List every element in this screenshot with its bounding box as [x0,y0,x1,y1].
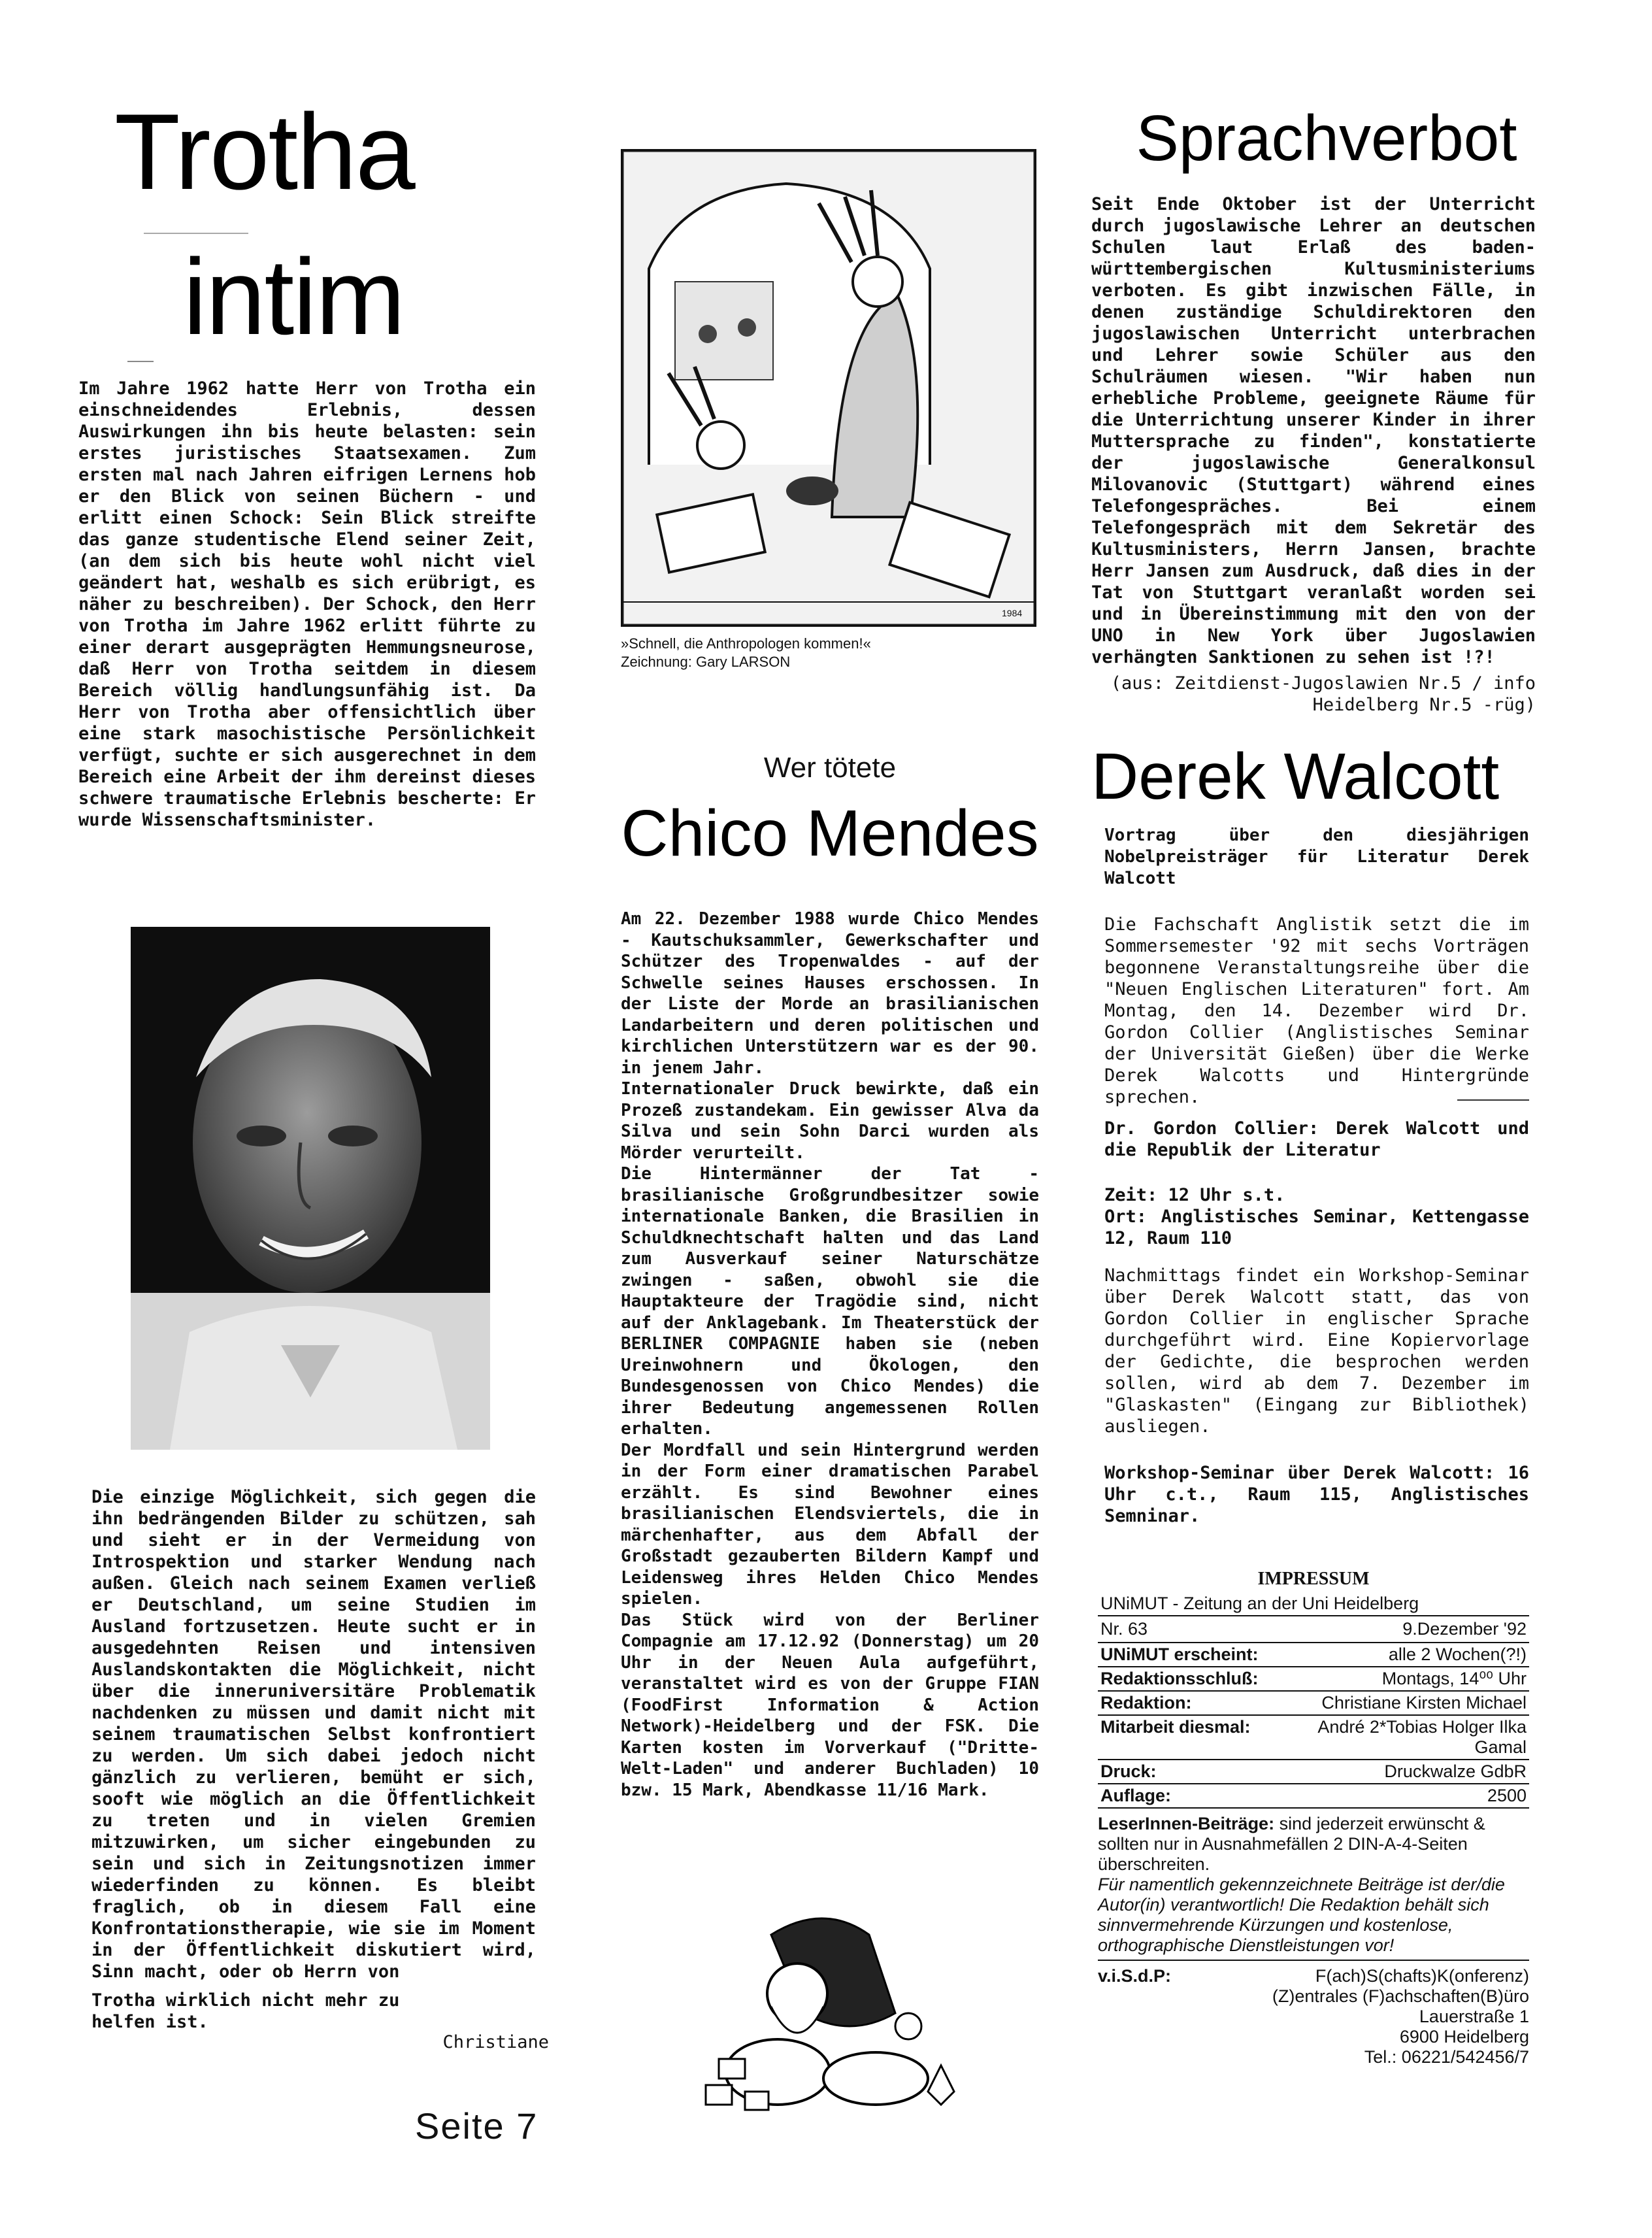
walcott-workshop-text: Nachmittags findet ein Workshop-Seminar über Derek Walcott statt, das von Gordon Collier in englischer Sprache durchgeführt wird. Eine Kopiervorlage der Gedichte, die besprochen werden sollen, wird ab dem 7. Dezember im "Glaskasten" (Eingang zur Bibliothek) ausliegen. [1104,1265,1529,1437]
trotha-portrait-photo [131,927,490,1450]
row-value: André 2*Tobias Holger Ilka Gamal [1308,1715,1529,1760]
cartoon-caption: »Schnell, die Anthropologen kommen!« [621,635,871,652]
row-value: Montags, 14⁰⁰ Uhr [1308,1667,1529,1691]
page-number: Seite 7 [415,2105,538,2146]
sprachverbot-title: Sprachverbot [1136,102,1517,174]
row-value: Christiane Kirsten Michael [1308,1691,1529,1715]
title-dash-2 [127,361,154,362]
title-dash [144,233,248,234]
impressum-row [1098,1784,1529,1808]
trotha-article-part2: Die einzige Möglichkeit, sich gegen die ihn bedrängenden Bilder zu schützen, sah und sieht er in der Vermeidung von Introspektion und starker Wendung nach außen. Gleich nach seinem Examen verließ er Deutschland, um seine Studien im Ausland fortzusetzen. Heute sucht er in ausgedehnten Reisen und intensiven Auslandskontakten die Möglichkeit, nicht über die inneruniversitäre Problematik nachdenken zu müssen und damit nicht mit seinem traumatischen Selbst konfrontiert zu werden. Um sich dabei jedoch nicht gänzlich zu verlieren, bemüht er sich, sooft wie möglich an die Öffentlichkeit zu treten und in vielen Gremien mitzuwirken, um sicher eingebunden zu sein und sich in Zeitungsnotizen immer wiederfinden zu können. Es bleibt fraglich, ob in diesem Fall eine Konfrontationstherapie, wie sie im Moment in der Öffentlichkeit diskutiert wird, Sinn macht, oder ob Herrn von [91,1487,536,1982]
visdp-block [1098,1966,1529,2067]
impressum-table [1098,1643,1529,1809]
visdp-key: v.i.S.d.P: [1098,1966,1172,1986]
impressum-issue-row [1098,1616,1529,1643]
visdp-line: 6900 Heidelberg [1399,2027,1529,2046]
leserinnen-key: LeserInnen-Beiträge: [1098,1814,1275,1833]
cartoon-year: 1984 [1002,608,1023,618]
sprachverbot-source: (aus: Zeitdienst-Jugoslawien Nr.5 / info Heidelberg Nr.5 -rüg) [1110,673,1536,715]
trotha-title-line2: intim [183,237,405,357]
larson-cartoon [621,149,1036,627]
walcott-title: Derek Walcott [1091,740,1500,813]
walcott-place: Ort: Anglistisches Seminar, Kettengasse 12, Raum 110 [1104,1207,1529,1248]
visdp-line: Tel.: 06221/542456/7 [1364,2047,1529,2067]
middle-column [608,0,1065,2238]
row-key: Mitarbeit diesmal: [1098,1715,1308,1760]
leserinnen-disclaimer: Für namentlich gekennzeichnete Beiträge ist der/die Autor(in) verantwortlich! Die Redaktion behält sich sinnvermehrende Kürzungen und kostenlose, orthographische Dienstleistungen vor! [1098,1875,1505,1955]
impressum-issue: Nr. 63 [1100,1619,1148,1639]
left-column [78,0,549,2238]
impressum-row [1098,1691,1529,1715]
row-key: Redaktionsschluß: [1098,1667,1308,1691]
mendes-article: Am 22. Dezember 1988 wurde Chico Mendes - Kautschuksammler, Gewerkschafter und Schützer des Tropenwaldes - auf der Schwelle seines Hauses erschossen. In der Liste der Morde an brasilianischen Landarbeitern und deren politischen und kirchlichen Unterstützern war es der 90. in jenem Jahr. Internationaler Druck bewirkte, daß ein Prozeß zustandekam. Ein gewisser Alva da Silva und sein Sohn Darci wurden als Mörder verurteilt. Die Hintermänner der Tat - brasilianische Großgrundbesitzer sowie internationale Banken, die Brasilien in Schuldknechtschaft halten und das Land zum Ausverkauf seiner Naturschätze zwingen - saßen, obwohl sie die Hauptakteure der Tragödie sind, nicht auf der Anklagebank. Im Theaterstück der BERLINER COMPAGNIE haben sie (neben Ureinwohnern und Ökologen, den Bundesgenossen von Chico Mendes) die ihrer Bedeutung angemessenen Rollen erhalten. Der Mordfall und sein Hintergrund werden in der Form einer dramatischen Parabel erzählt. Es sind Bewohner eines brasilianischen Elendsviertels, die in märchenhafter, aus dem Abfall der Großstadt gezauberten Bildern Kampf und Leidensweg ihres Helden Chico Mendes spielen. Das Stück wird von der Berliner Compagnie am 17.12.92 (Donnerstag) um 20 Uhr in der Neuen Aula aufgeführt, veranstaltet wird es von der Gruppe FIAN (FoodFirst Information & Action Network)-Heidelberg und der FSK. Die Karten kosten im Vorverkauf ("Dritte-Welt-Laden" und anderer Buchladen) 10 bzw. 15 Mark, Abendkasse 11/16 Mark. [621,909,1039,1800]
impressum-date: 9.Dezember '92 [1402,1619,1527,1639]
row-key: Druck: [1098,1760,1308,1784]
visdp-line: (Z)entrales (F)achschaften(B)üro [1272,1986,1529,2006]
sprachverbot-article: Seit Ende Oktober ist der Unterricht durch jugoslawische Lehrer an deutschen Schulen laut Erlaß des baden-württembergischen Kultusministeriums verboten. Es gibt inzwischen Fälle, in denen zuständige Schuldirektoren den jugoslawischen Unterricht unterbrachen und Lehrer sowie Schüler aus den Schulräumen wiesen. "Wir haben nun erhebliche Probleme, geeignete Räume für die Unterrichtung unserer Kinder in ihrer Muttersprache zu finden", konstatierte der jugoslawische Generalkonsul Milovanovic (Stuttgart) während eines Telefongespräches. Bei einem Telefongespräch mit dem Sekretär des Kultusministers, Herrn Jansen, brachte Herr Jansen zum Ausdruck, daß dies in der Tat von Stuttgart veranlaßt worden sei und in Übereinstimmung mit den von der UNO in New York über Jugoslawien verhängten Sanktionen zu sehen ist !?! [1091,194,1536,667]
visdp-line: Lauerstraße 1 [1419,2007,1529,2026]
visdp-lines [1196,1966,1529,2067]
walcott-time: Zeit: 12 Uhr s.t. [1104,1185,1285,1205]
impressum-paper: UNiMUT - Zeitung an der Uni Heidelberg [1098,1592,1529,1616]
row-key: UNiMUT erscheint: [1098,1643,1308,1667]
cartoon-drawing [623,151,1034,625]
walcott-intro: Die Fachschaft Anglistik setzt die im Sommersemester '92 mit sechs Vorträgen begonnene Veranstaltungsreihe über die "Neuen Englischen Literaturen" fort. Am Montag, den 14. Dezember wird Dr. Gordon Collier (Anglistisches Seminar der Universität Gießen) über die Werke Derek Walcotts und Hintergründe sprechen. [1104,914,1529,1107]
mendes-kicker: Wer tötete [763,752,897,784]
mendes-title: Chico Mendes [621,797,1039,870]
impressum-row [1098,1760,1529,1784]
walcott-subtitle: Vortrag über den diesjährigen Nobelpreisträger für Literatur Derek Walcott [1104,826,1529,888]
row-key: Auflage: [1098,1784,1308,1808]
visdp-line: F(ach)S(chafts)K(onferenz) [1315,1966,1529,1986]
row-value: Druckwalze GdbR [1308,1760,1529,1784]
walcott-talk-title: Dr. Gordon Collier: Derek Walcott und die Republik der Literatur [1104,1118,1529,1160]
leserinnen-text: sind jederzeit erwünscht & sollten nur in Ausnahmefällen 2 DIN-A-4-Seiten überschreiten. [1098,1814,1485,1874]
trotha-article-part3: Trotha wirklich nicht mehr zu helfen ist. [91,1990,400,2032]
leserinnen-block [1098,1814,1529,1961]
impressum-row [1098,1667,1529,1691]
trotha-article-part1: Im Jahre 1962 hatte Herr von Trotha ein einschneidendes Erlebnis, dessen Auswirkungen ihn bis heute belasten: sein erstes juristisches Staatsexamen. Zum ersten mal nach Jahren eifrigen Lernens hob er den Blick von seinen Büchern - und erlitt einen Schock: Sein Blick streifte das ganze studentische Elend seiner Zeit, (an dem sich bis heute wohl nicht viel geändert hat, weshalb es sich erübrigt, es näher zu beschreiben). Der Schock, den Herr von Trotha im Jahre 1962 erlitt führte zu einer derart ausgeprägten Hemmungsneurose, daß Herr von Trotha seitdem in diesem Bereich völlig handlungsunfähig ist. Da Herr von Trotha aber offensichtlich über eine stark masochistische Persönlichkeit verfügt, suchte er sich ausgerechnet in dem Bereich eine Arbeit der ihm dereinst dieses schwere traumatische Erlebnis bescherte: Er wurde Wissenschaftsminister. [78,378,536,830]
trotha-title-line1: Trotha [114,92,414,212]
walcott-workshop-info: Workshop-Seminar über Derek Walcott: 16 Uhr c.t., Raum 115, Anglistisches Semninar. [1104,1463,1529,1526]
walcott-rule [1457,1099,1529,1101]
impressum-heading: IMPRESSUM [1257,1569,1370,1589]
article-signature: Christiane [442,2032,549,2052]
impressum-box [1098,1569,1529,2067]
row-value: alle 2 Wochen(?!) [1308,1643,1529,1667]
santa-illustration [680,1909,980,2118]
row-key: Redaktion: [1098,1691,1308,1715]
portrait-illustration [131,927,490,1450]
cartoon-credit: Zeichnung: Gary LARSON [621,654,791,670]
impressum-row [1098,1643,1529,1667]
row-value: 2500 [1308,1784,1529,1808]
right-column [1091,0,1562,2238]
impressum-row [1098,1715,1529,1760]
